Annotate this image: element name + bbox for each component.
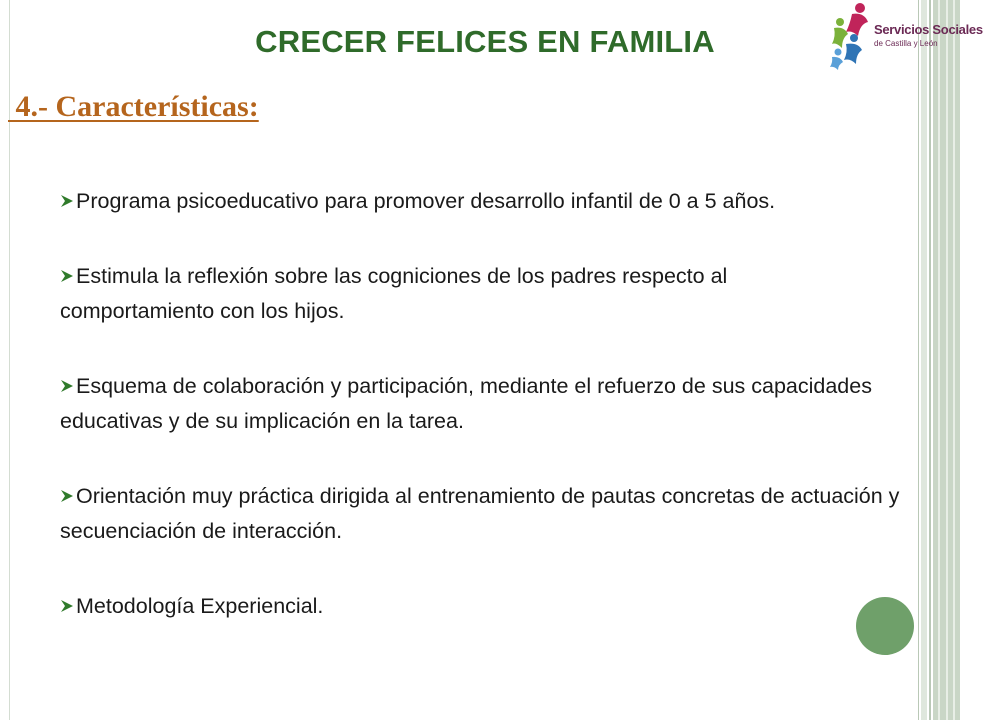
arrowhead-bullet-icon — [60, 269, 74, 283]
list-item — [60, 589, 910, 624]
servicios-sociales-logo — [830, 2, 983, 70]
list-item-text: Esquema de colaboración y participación, mediante el refuerzo de sus capacidades educativas y de su implicación en la tarea. — [60, 374, 872, 433]
list-item — [60, 184, 890, 219]
arrowhead-bullet-icon — [60, 379, 74, 393]
decorative-circle — [856, 597, 914, 655]
slide-title: CRECER FELICES EN FAMILIA — [255, 24, 715, 59]
list-item — [60, 259, 880, 329]
section-heading: 4.- Características: — [8, 90, 259, 123]
list-item — [60, 369, 910, 439]
logo-text-line2: de Castilla y León — [874, 39, 938, 48]
list-item-text: Estimula la reflexión sobre las cogniciones de los padres respecto al comportamiento con los hijos. — [60, 264, 728, 323]
people-figures-icon — [830, 2, 874, 70]
list-item-text: Metodología Experiencial. — [76, 594, 324, 618]
arrowhead-bullet-icon — [60, 194, 74, 208]
arrowhead-bullet-icon — [60, 489, 74, 503]
logo-text-line1: Servicios Sociales — [874, 22, 983, 37]
list-item-text: Orientación muy práctica dirigida al entrenamiento de pautas concretas de actuación y secuenciación de interacción. — [60, 484, 900, 543]
list-item — [60, 479, 900, 549]
arrowhead-bullet-icon — [60, 599, 74, 613]
bullet-list — [60, 184, 910, 664]
list-item-text: Programa psicoeducativo para promover desarrollo infantil de 0 a 5 años. — [76, 189, 776, 213]
